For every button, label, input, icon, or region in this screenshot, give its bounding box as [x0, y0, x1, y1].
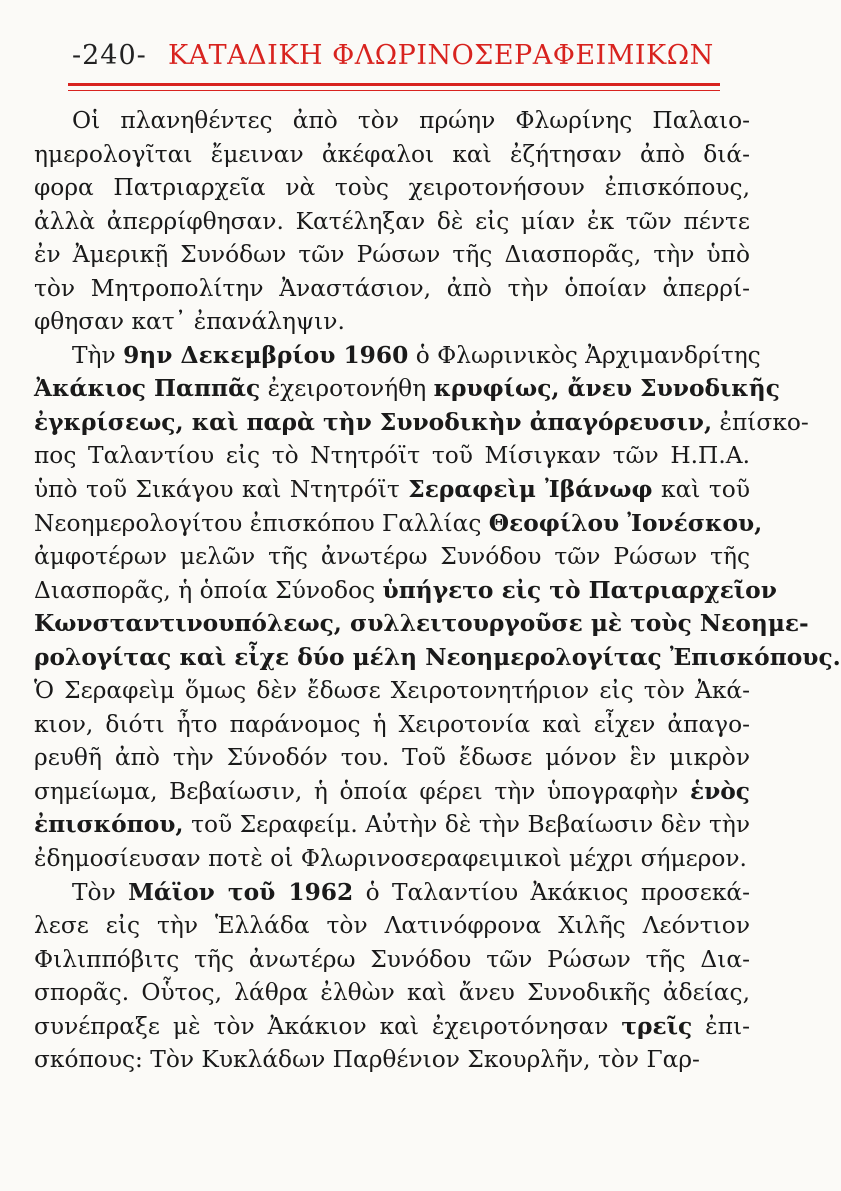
- text-run: ἐπίσκο-: [712, 408, 809, 436]
- header-rule-thin: [68, 90, 720, 91]
- text-run: ἐδημοσίευσαν ποτὲ οἱ Φλωρινοσεραφειμικοὶ μέχρι σήμερον.: [34, 845, 747, 873]
- bold-run: ρολογίτας καὶ εἶχε δύο μέλη Νεοημερολογίτας Ἐπισκόπους.: [34, 643, 841, 671]
- text-line: [34, 205, 750, 239]
- text-run: Νεοημερολογίτου ἐπισκόπου Γαλλίας: [34, 509, 489, 537]
- bold-run: 9ην Δεκεμβρίου 1960: [123, 341, 409, 369]
- text-run: λεσε εἰς τὴν Ἑλλάδα τὸν Λατινόφρονα Χιλῆς Λεόντιον: [34, 912, 750, 940]
- text-run: Τὴν: [72, 341, 124, 369]
- page-number: -240-: [72, 40, 147, 71]
- text-run: τὸν Μητροπολίτην Ἀναστάσιον, ἀπὸ τὴν ὁποίαν ἀπερρί-: [34, 274, 750, 302]
- text-line: [34, 473, 750, 507]
- text-run: ὁ Φλωρινικὸς Ἀρχιμανδρίτης: [408, 341, 761, 369]
- text-run: Φιλιππόβιτς τῆς ἀνωτέρω Συνόδου τῶν Ρώσων τῆς Δια-: [34, 945, 750, 973]
- text-run: ἀμφοτέρων μελῶν τῆς ἀνωτέρω Συνόδου τῶν Ρώσων τῆς: [34, 543, 750, 571]
- text-line: [34, 439, 750, 473]
- text-run: σπορᾶς. Οὗτος, λάθρα ἐλθὼν καὶ ἄνευ Συνοδικῆς ἀδείας,: [34, 979, 750, 1007]
- text-run: ὁ Ταλαντίου Ἀκάκιος προσεκά-: [353, 878, 750, 906]
- page-header: [34, 0, 748, 86]
- text-line: [34, 138, 750, 172]
- bold-run: Κωνσταντινουπόλεως, συλλειτουργοῦσε μὲ τοὺς Νεοημε-: [34, 610, 809, 638]
- text-line: [34, 808, 750, 842]
- text-run: ρευθῆ ἀπὸ τὴν Σύνοδόν του. Τοῦ ἔδωσε μόνον ἓν μικρὸν: [34, 744, 750, 772]
- bold-run: κρυφίως, ἄνευ Συνοδικῆς: [433, 375, 780, 403]
- text-run: φθησαν κατ᾿ ἐπανάληψιν.: [34, 308, 345, 336]
- text-line: [34, 674, 750, 708]
- text-run: κιον, διότι ἦτο παράνομος ἡ Χειροτονία καὶ εἶχεν ἀπαγο-: [34, 710, 750, 738]
- bold-run: ἐγκρίσεως, καὶ παρὰ τὴν Συνοδικὴν ἀπαγόρευσιν,: [34, 408, 713, 436]
- text-line: [34, 305, 750, 339]
- text-run: Τὸν: [72, 878, 129, 906]
- text-line: [34, 842, 750, 876]
- text-run: ἐπι-: [692, 1012, 750, 1040]
- text-run: ἀλλὰ ἀπερρίφθησαν. Κατέληξαν δὲ εἰς μίαν ἐκ τῶν πέντε: [34, 207, 750, 235]
- bold-run: Σεραφεὶμ Ἰβάνωφ: [408, 476, 653, 504]
- text-line: [34, 406, 809, 440]
- text-line: [34, 238, 750, 272]
- text-run: πος Ταλαντίου εἰς τὸ Ντητρόϊτ τοῦ Μίσιγκαν τῶν Η.Π.Α.: [34, 442, 750, 470]
- text-line: [34, 607, 809, 641]
- text-line: [34, 741, 750, 775]
- bold-run: ὑπήγετο εἰς τὸ Πατριαρχεῖον: [382, 576, 777, 604]
- text-run: τοῦ Σεραφείμ. Αὐτὴν δὲ τὴν Βεβαίωσιν δὲν τὴν: [183, 811, 750, 839]
- text-run: Οἱ πλανηθέντες ἀπὸ τὸν πρώην Φλωρίνης Παλαιο-: [72, 107, 750, 134]
- text-run: σκόπους: Τὸν Κυκλάδων Παρθένιον Σκουρλῆν, τὸν Γαρ-: [34, 1046, 700, 1074]
- body-text: [34, 104, 841, 1077]
- text-line: [34, 372, 780, 406]
- text-run: συνέπραξε μὲ τὸν Ἀκάκιον καὶ ἐχειροτόνησαν: [34, 1012, 622, 1040]
- bold-run: Μάϊον τοῦ 1962: [128, 878, 354, 906]
- text-line: [34, 574, 777, 608]
- bold-run: τρεῖς: [621, 1012, 693, 1040]
- text-run: ὑπὸ τοῦ Σικάγου καὶ Ντητρόϊτ: [34, 476, 409, 504]
- text-line: [34, 1043, 750, 1077]
- text-run: φορα Πατριαρχεῖα νὰ τοὺς χειροτονήσουν ἐπισκόπους,: [34, 174, 750, 202]
- text-run: Διασπορᾶς, ἡ ὁποία Σύνοδος: [34, 576, 383, 604]
- text-line: [34, 976, 750, 1010]
- text-line: [34, 943, 750, 977]
- bold-run: ἑνὸς: [689, 777, 750, 805]
- text-line: [34, 708, 750, 742]
- header-rule-thick: [68, 83, 720, 86]
- bold-run: Ἀκάκιος Παππᾶς: [34, 375, 261, 403]
- text-line: [34, 339, 761, 373]
- text-line: [34, 775, 750, 809]
- text-line: [34, 507, 763, 541]
- text-line: [34, 876, 750, 910]
- text-line: [34, 104, 750, 138]
- bold-run: Θεοφίλου Ἰονέσκου,: [488, 509, 763, 537]
- text-line: [34, 1010, 750, 1044]
- text-line: [34, 909, 750, 943]
- text-run: ἐν Ἀμερικῇ Συνόδων τῶν Ρώσων τῆς Διασπορᾶς, τὴν ὑπὸ: [34, 241, 750, 269]
- text-line: [34, 272, 750, 306]
- text-run: ἐχειροτονήθη: [260, 375, 434, 403]
- text-run: Ὁ Σεραφεὶμ ὅμως δὲν ἔδωσε Χειροτονητήριον εἰς τὸν Ἀκά-: [34, 677, 750, 705]
- text-run: καὶ τοῦ: [652, 476, 750, 504]
- text-line: [34, 540, 750, 574]
- text-line: [34, 641, 841, 675]
- text-line: [34, 171, 750, 205]
- bold-run: ἐπισκόπου,: [34, 811, 184, 839]
- text-run: σημείωμα, Βεβαίωσιν, ἡ ὁποία φέρει τὴν ὑπογραφὴν: [34, 777, 690, 805]
- text-run: ημερολογῖται ἔμειναν ἀκέφαλοι καὶ ἐζήτησαν ἀπὸ διά-: [34, 140, 750, 168]
- chapter-title: ΚΑΤΑΔΙΚΗ ΦΛΩΡΙΝΟΣΕΡΑΦΕΙΜΙΚΩΝ: [168, 40, 714, 71]
